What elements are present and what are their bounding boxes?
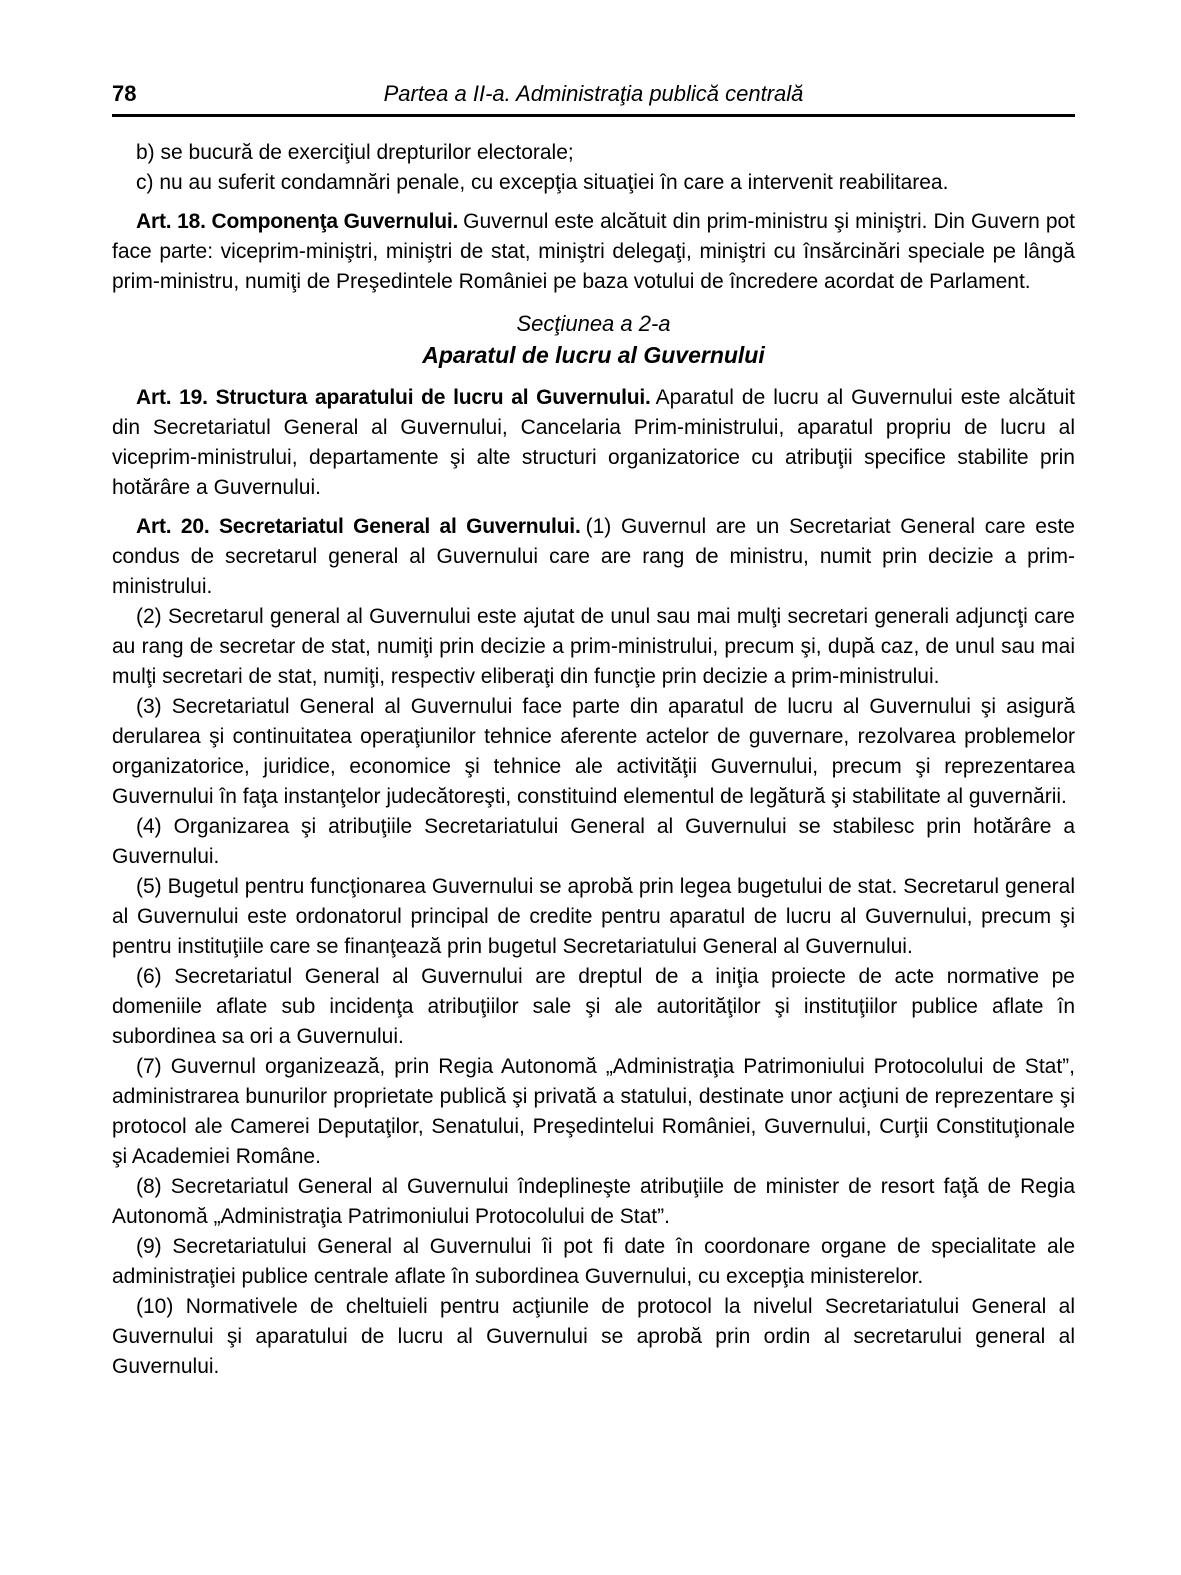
paragraph-art20-6: (6) Secretariatul General al Guvernului are dreptul de a iniţia proiecte de acte normative pe domeniile aflate sub incidenţa atribuţiilor sale şi ale autorităţilor şi instituţiilor publice aflate în subordinea sa ori a Guvernului. (112, 965, 1075, 1048)
page-content (112, 138, 1075, 1382)
section-label: Secţiunea a 2-a (516, 311, 671, 336)
paragraph-art20-1 (112, 512, 1075, 602)
paragraph-art18 (112, 207, 1075, 297)
art18-body: Guvernul este alcătuit din prim-ministru şi miniştri. Din Guvern pot face parte: viceprim-miniştri, miniştri de stat, miniştri delegaţi, miniştri cu însărcinări speciale pe lângă prim-ministru, numiţi de Preşedintele României pe baza votului de încredere acordat de Parlament. (112, 210, 1076, 293)
running-title: Partea a II-a. Administraţia publică centrală (383, 81, 804, 106)
paragraph-art20-10: (10) Normativele de cheltuieli pentru acţiunile de protocol la nivelul Secretariatului General al Guvernului şi aparatului de lucru al Guvernului se aprobă prin ordin al secretarului general al Guvernului. (112, 1295, 1075, 1378)
page-number: 78 (112, 81, 137, 106)
paragraph-art20-8: (8) Secretariatul General al Guvernului îndeplineşte atribuţiile de minister de resort faţă de Regia Autonomă „Administraţia Patrimoniului Protocolului de Stat”. (112, 1175, 1075, 1228)
paragraph-art20-5: (5) Bugetul pentru funcţionarea Guvernului se aprobă prin legea bugetului de stat. Secretarul general al Guvernului este ordonatorul principal de credite pentru aparatul de lucru al Guvernului, precum şi pentru instituţiile care se finanţează prin bugetul Secretariatului General al Guvernului. (112, 875, 1075, 958)
paragraph-art20-2: (2) Secretarul general al Guvernului este ajutat de unul sau mai mulţi secretari generali adjuncţi care au rang de secretar de stat, numiţi prin decizie a prim-ministrului, precum şi, după caz, de unul sau mai mulţi secretari de stat, numiţi, respectiv eliberaţi din funcţie prin decizie a prim-ministrului. (112, 605, 1075, 688)
paragraph-art20-3: (3) Secretariatul General al Guvernului face parte din aparatul de lucru al Guvernului şi asigură derularea şi continuitatea operaţiunilor tehnice aferente actelor de guvernare, rezolvarea problemelor organizatorice, juridice, economice şi tehnice ale activităţii Guvernului, precum şi reprezentarea Guvernului în faţa instanţelor judecătoreşti, constituind elementul de legătură şi stabilitate al guvernării. (112, 695, 1075, 808)
paragraph-art20-7: (7) Guvernul organizează, prin Regia Autonomă „Administraţia Patrimoniului Protocolului de Stat”, administrarea bunurilor proprietate publică şi privată a statului, destinate unor acţiuni de reprezentare şi protocol ale Camerei Deputaţilor, Senatului, Preşedintelui României, Guvernului, Curţii Constituţionale şi Academiei Române. (112, 1055, 1075, 1168)
section-heading (112, 308, 1075, 371)
paragraph-art20-4: (4) Organizarea şi atribuţiile Secretariatului General al Guvernului se stabilesc prin hotărâre a Guvernului. (112, 815, 1075, 868)
page-header (112, 80, 1075, 117)
list-item-c: c) nu au suferit condamnări penale, cu excepţia situaţiei în care a intervenit reabilitarea. (136, 171, 949, 194)
list-item-b: b) se bucură de exerciţiul drepturilor electorale; (136, 141, 574, 164)
section-title: Aparatul de lucru al Guvernului (422, 342, 765, 368)
art20-paragraph-1: (1) Guvernul are un Secretariat General care este condus de secretarul general al Guvernului care are rang de ministru, numit prin decizie a prim-ministrului. (112, 515, 1075, 598)
art20-heading: Art. 20. Secretariatul General al Guvernului. (136, 515, 581, 538)
art19-heading: Art. 19. Structura aparatului de lucru al Guvernului. (136, 386, 651, 409)
art19-body: Aparatul de lucru al Guvernului este alcătuit din Secretariatul General al Guvernului, Cancelaria Prim-ministrului, aparatul propriu de lucru al viceprim-ministrului, departamente şi alte structuri organizatorice cu atribuţii specifice stabilite prin hotărâre a Guvernului. (112, 386, 1075, 499)
paragraph-art19 (112, 383, 1075, 503)
art18-heading: Art. 18. Componenţa Guvernului. (136, 210, 459, 233)
paragraph-art20-9: (9) Secretariatului General al Guvernului îi pot fi date în coordonare organe de specialitate ale administraţiei publice centrale aflate în subordinea Guvernului, cu excepţia ministerelor. (112, 1235, 1075, 1288)
